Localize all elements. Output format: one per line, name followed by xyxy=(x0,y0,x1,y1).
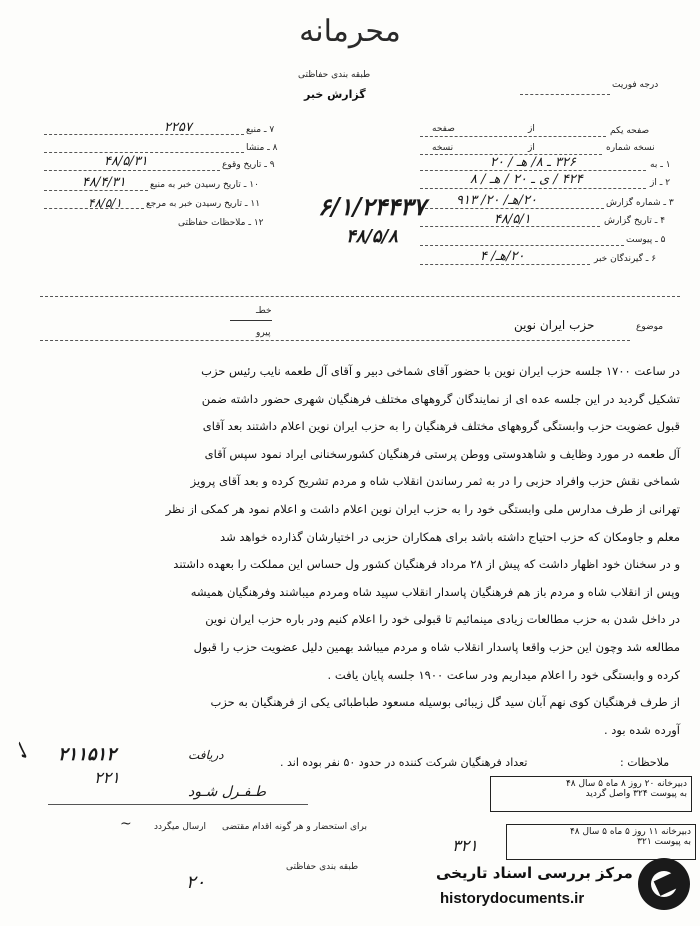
subject-side-bottom: پیرو xyxy=(256,328,271,338)
handwritten-number: ۶/۱/۲۴۴۳۷ xyxy=(318,192,426,221)
field-value-source: ۲۲۵۷ xyxy=(164,120,192,135)
watermark-en: historydocuments.ir xyxy=(440,890,585,907)
body-line: کرده و وابستگی خود را اعلام میداریم ودر ساعت ۱۹۰۰ جلسه پایان یافت . xyxy=(327,667,680,682)
archive-logo-icon xyxy=(638,858,690,910)
body-line: آل طعمه در مورد وظایف و شاهدوستی ووطن پرستی فرهنگیان کشورسخنانی ایراد نمود سپس آقای xyxy=(204,446,680,461)
report-body xyxy=(20,358,680,744)
subject-value: حزب ایران نوین xyxy=(514,318,595,332)
report-date-label: ۴ ـ تاریخ گزارش xyxy=(604,216,666,226)
to-value: ۳۲۶ ـ ۸/ هـ / ۲۰ xyxy=(490,155,576,170)
from2-value: ۴۲۴ / ی ـ ۲۰ / هـ / ۸ xyxy=(470,172,583,187)
recipients-label: ۶ ـ گیرندگان خبر xyxy=(594,254,657,264)
field-value-ref-receipt-date: ۴۸/۵/۱ xyxy=(88,196,122,210)
field-label-occurrence-date: ۹ ـ تاریخ وقوع xyxy=(222,160,275,170)
from-label-2: از xyxy=(528,143,535,153)
handwritten-left-number: ۲۱۱۵۱۲ xyxy=(58,744,117,765)
handwritten-date: ۴۸/۵/۸ xyxy=(346,226,398,247)
document-title: محرمانه xyxy=(299,14,401,49)
stamp2-line1: دبیرخانه ۱۱ روز ۵ ماه ۵ سال ۴۸ xyxy=(569,827,691,837)
page-word: صفحه xyxy=(432,124,455,134)
stamp1-line1: دبیرخانه ۲۰ روز ۸ ماه ۵ سال ۴۸ xyxy=(565,779,687,789)
report-date-value: ۴۸/۵/۱ xyxy=(494,212,531,227)
field-label-security-notes: ۱۲ ـ ملاحظات حفاظتی xyxy=(178,218,264,228)
copy-label: نسخه شماره xyxy=(606,143,655,153)
body-line: تهرانی از طرف مدارس ملی وابستگی خود را به حزب ایران نوین اعلام داشت و اعلام نمود هر کمکی از نظر xyxy=(165,501,680,516)
body-line: شماخی نقش حزب وافراد حزبی را در به ثمر رساندن انقلاب شاه و مردم تشریح کرده و بعد آقای پرویز xyxy=(190,474,680,489)
stamp2-line2: به پیوست ۳۲۱ xyxy=(637,837,691,847)
body-line: قبول عضویت حزب وابستگی گروههای مختلف فرهنگیان را به حزب ایران نوین اعلام داشتند بعد آقای xyxy=(202,419,680,434)
recipients-value: ۲۰/هـ/ ۴ xyxy=(480,249,525,264)
handwritten-middle-note: طـفـرل شـود xyxy=(188,784,267,800)
handwritten-send-note: ارسال میگردد xyxy=(154,822,207,832)
remarks-text: تعداد فرهنگیان شرکت کننده در حدود ۵۰ نفر بوده اند . xyxy=(280,756,528,769)
urgency-label: درجه فوریت xyxy=(612,80,659,90)
body-line: آورده شده بود . xyxy=(603,722,680,737)
from2-label: ۲ ـ از xyxy=(650,178,671,188)
handwritten-bottom-note: برای استحضار و هر گونه اقدام مقتضی xyxy=(222,822,367,832)
handwritten-left-sub: ۲۲۱ xyxy=(94,768,120,787)
body-line: از طرف فرهنگیان کوی نهم آبان سید گل زیبائی بوسیله مسعود طباطبائی یکی از فرهنگیان به حزب xyxy=(210,695,680,710)
report-no-label: ۳ ـ شماره گزارش xyxy=(606,198,674,208)
subject-label: موضوع xyxy=(636,322,664,332)
report-type: گزارش خبر xyxy=(304,88,366,101)
handwritten-received: دریافت xyxy=(188,748,224,762)
page-label: صفحه یکم xyxy=(610,126,650,136)
field-label-ref-receipt-date: ۱۱ ـ تاریخ رسیدن خبر به مرجع xyxy=(146,199,261,209)
stamp1-line2: به پیوست ۳۲۴ واصل گردید xyxy=(585,789,687,799)
copy-word: نسخه xyxy=(432,143,454,153)
body-line: معلم و جاومکان که حزب احتیاج داشته باشد برای همکاران حزبی در اختیارشان گذارده خواهد شد xyxy=(220,529,680,544)
remarks-label: ملاحظات : xyxy=(620,756,670,769)
receipt-stamp-1 xyxy=(490,776,692,812)
attachment-label: ۵ ـ پیوست xyxy=(626,235,666,245)
handwritten-initials: ۲۰ xyxy=(186,872,206,893)
body-line: تشکیل گردید در این جلسه عده ای از نمایندگان گروههای مختلف فرهنگیان شهری حضور داشته ضمن xyxy=(201,391,680,406)
stamp-handwritten-number: ۳۲۱ xyxy=(452,836,478,855)
handwritten-signature: ~ xyxy=(120,816,132,832)
field-label-source: ۷ ـ منبع xyxy=(246,125,275,135)
body-line: و در سخنان خود اظهار داشت که پیش از ۲۸ مرداد فرهنگیان کشور ول حساس این مملکت را بعهده داشتند xyxy=(173,557,680,572)
to-label: ۱ ـ به xyxy=(650,160,671,170)
body-line: در داخل شدن به حزب مطالعات زیادی مینمائیم تا قبولی خود را اعلام کنیم ودر باره حزب ایران نوین xyxy=(205,612,680,627)
from-label: از xyxy=(528,124,535,134)
footer-classification: طبقه بندی حفاظتی xyxy=(286,862,359,872)
field-value-source-receipt-date: ۴۸/۴/۳۱ xyxy=(82,175,126,190)
body-line: در ساعت ۱۷۰۰ جلسه حزب ایران نوین با حضور آقای شماخی دبیر و آقای آل طعمه نایب رئیس حزب xyxy=(201,364,680,378)
field-value-occurrence-date: ۴۸/۵/۳۱ xyxy=(104,154,148,169)
body-line: وپس از انقلاب شاه و مردم باز هم فرهنگیان پاسدار انقلاب سپید شاه ومردم میباشند وفرهنگیان همیشه xyxy=(190,584,680,599)
watermark-fa: مرکز بررسی اسناد تاریخی xyxy=(436,864,633,882)
classification-label: طبقه بندی حفاظتی xyxy=(298,70,371,80)
report-no-value: ۲۰/هـ/ ۲۰/ ۹۱۳ xyxy=(456,193,537,208)
subject-side-top: خطـ xyxy=(256,306,272,316)
body-line: مطالعه شد وچون این حزب واقعا پاسدار انقلاب شاه و مردم میباشد بهمین دلیل عضویت حزب را قبول xyxy=(193,639,680,654)
watermark xyxy=(432,852,694,920)
field-label-origin: ۸ ـ منشا xyxy=(246,143,278,153)
handwritten-scribble: ✓ xyxy=(8,739,39,766)
field-label-source-receipt-date: ۱۰ ـ تاریخ رسیدن خبر به منبع xyxy=(150,180,259,190)
